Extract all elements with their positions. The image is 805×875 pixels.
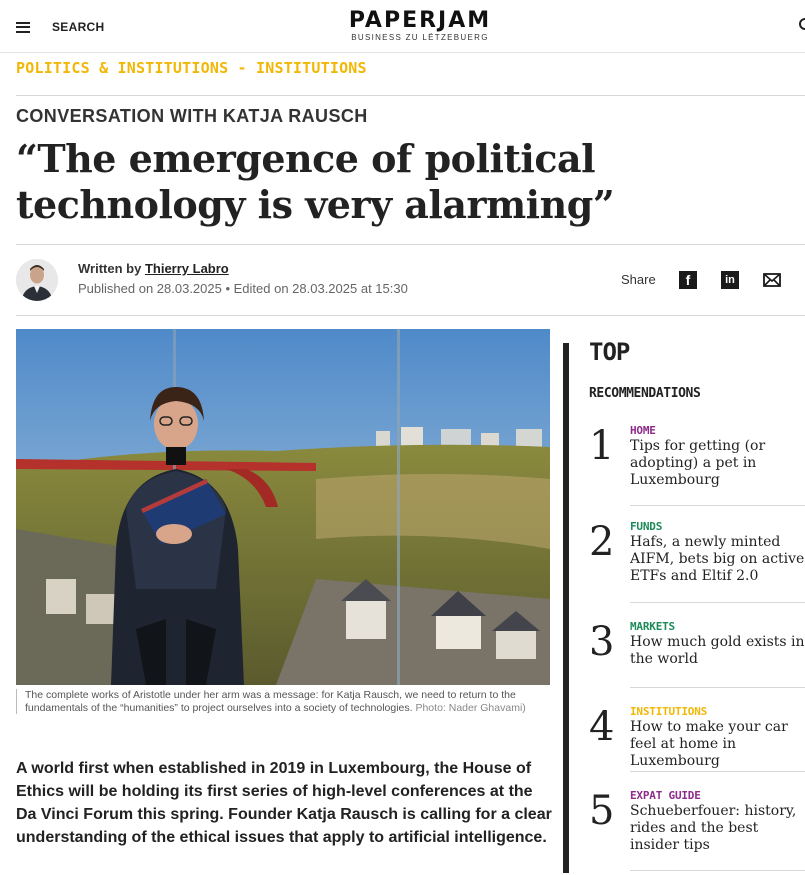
sidebar-title: TOP bbox=[589, 338, 630, 366]
rec-category[interactable]: INSTITUTIONS bbox=[630, 705, 708, 718]
article-lead: A world first when established in 2019 in Luxembourg, the House of Ethics will be holding its first series of high-level conferences at the Da Vinci Forum this spring. Founder Katja Rausch is calling for a clear understanding of the ethical issues that apply to artificial intelligence. bbox=[16, 760, 552, 846]
divider bbox=[16, 95, 805, 96]
rec-number: 2 bbox=[589, 519, 615, 565]
photo-caption bbox=[16, 689, 550, 714]
menu-search-button[interactable] bbox=[16, 17, 106, 37]
rec-category[interactable]: EXPAT GUIDE bbox=[630, 789, 701, 802]
photo-credit: Photo: Nader Ghavami) bbox=[415, 701, 526, 714]
rec-title[interactable]: How much gold exists in the world bbox=[630, 634, 805, 667]
divider bbox=[630, 687, 805, 688]
rec-title[interactable]: Schueberfouer: history, rides and the best insider tips bbox=[630, 803, 797, 853]
divider bbox=[630, 505, 805, 506]
paperjam-logo[interactable] bbox=[330, 10, 510, 42]
rec-number: 3 bbox=[589, 619, 615, 665]
hamburger-icon[interactable] bbox=[16, 22, 30, 33]
sidebar-rule bbox=[563, 343, 569, 873]
author-link[interactable]: Thierry Labro bbox=[144, 261, 229, 276]
facebook-icon[interactable]: f bbox=[679, 271, 697, 289]
share-label: Share bbox=[621, 272, 656, 287]
divider bbox=[630, 771, 805, 772]
article-kicker: CONVERSATION WITH KATJA RAUSCH bbox=[16, 106, 368, 126]
linkedin-icon[interactable]: in bbox=[721, 271, 739, 289]
top-navigation-bar bbox=[0, 0, 805, 53]
rec-category[interactable]: HOME bbox=[630, 424, 656, 437]
written-by-label: Written by bbox=[78, 261, 142, 276]
divider bbox=[630, 870, 805, 871]
author-avatar[interactable] bbox=[16, 259, 58, 301]
article-photo bbox=[16, 329, 550, 685]
rec-number: 4 bbox=[589, 704, 615, 750]
sidebar-subtitle: RECOMMENDATIONS bbox=[589, 386, 701, 401]
divider bbox=[16, 244, 805, 245]
rec-number: 5 bbox=[589, 788, 615, 834]
logo-title: PAPERJAM bbox=[348, 8, 492, 33]
logo-subtitle: BUSINESS ZU LËTZEBUERG bbox=[351, 33, 489, 42]
rec-category[interactable]: FUNDS bbox=[630, 520, 663, 533]
search-label[interactable]: SEARCH bbox=[52, 20, 105, 34]
divider bbox=[16, 315, 805, 316]
rec-title[interactable]: Hafs, a newly minted AIFM, bets big on active ETFs and Eltif 2.0 bbox=[630, 534, 805, 584]
envelope-icon[interactable] bbox=[763, 273, 781, 287]
article-headline: “The emergence of political technology is very alarming” bbox=[16, 136, 615, 227]
divider bbox=[630, 602, 805, 603]
category-breadcrumb[interactable]: POLITICS & INSTITUTIONS - INSTITUTIONS bbox=[16, 59, 367, 77]
account-icon[interactable] bbox=[799, 18, 805, 30]
rec-title[interactable]: How to make your car feel at home in Luxembourg bbox=[630, 719, 788, 769]
rec-number: 1 bbox=[589, 423, 615, 469]
rec-category[interactable]: MARKETS bbox=[630, 620, 675, 633]
caption-text: The complete works of Aristotle under her arm was a message: for Katja Rausch, we need to return to the fundamentals of the “humanities” to project ourselves into a society of technologies. bbox=[25, 689, 516, 714]
rec-title[interactable]: Tips for getting (or adopting) a pet in Luxembourg bbox=[630, 438, 766, 488]
publish-date: Published on 28.03.2025 • Edited on 28.03.2025 at 15:30 bbox=[78, 281, 408, 296]
author-byline bbox=[78, 261, 229, 276]
